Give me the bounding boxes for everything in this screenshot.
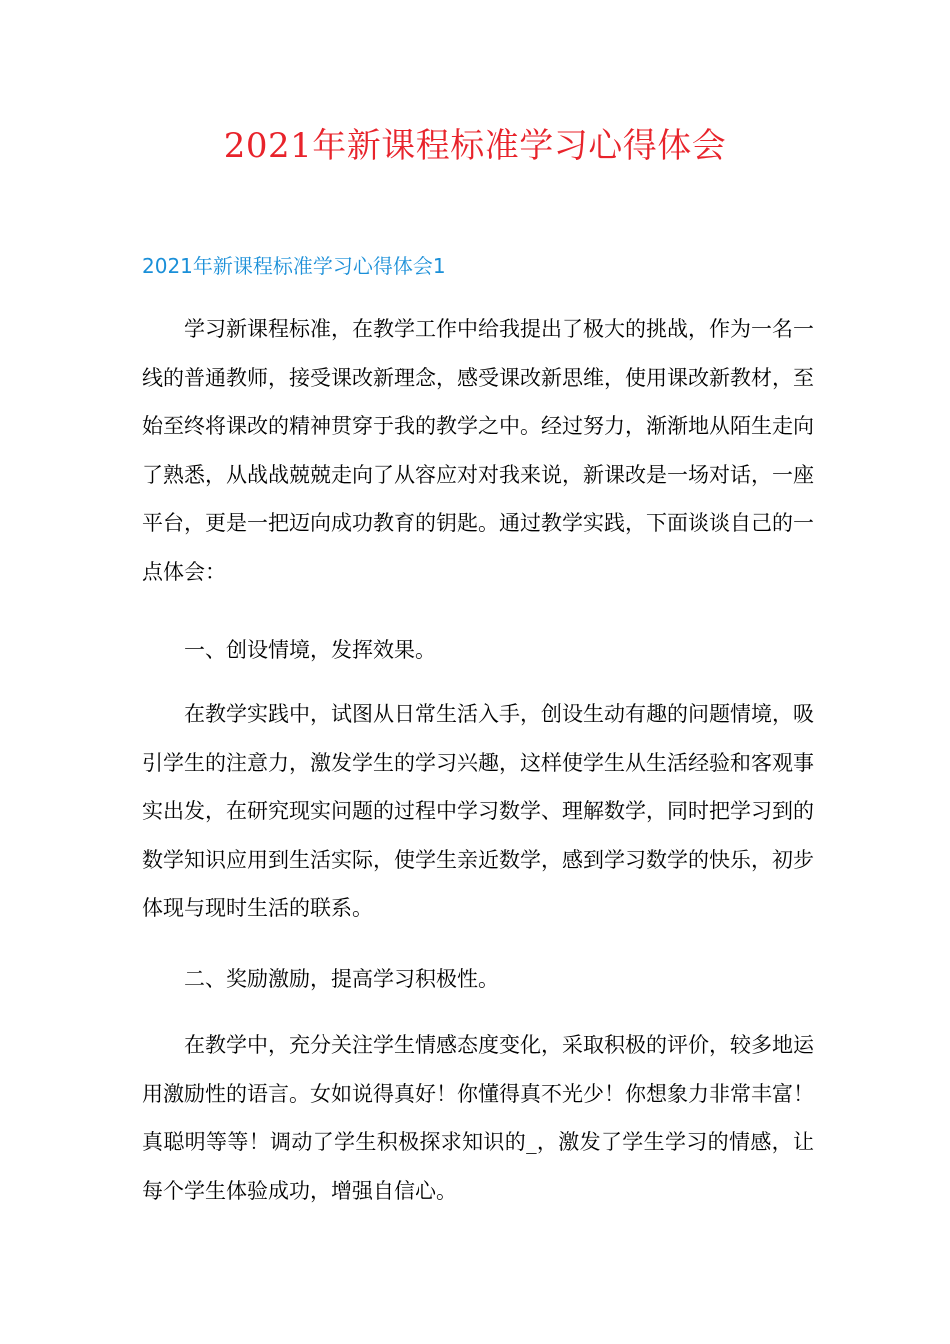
paragraph-intro: 学习新课程标准，在教学工作中给我提出了极大的挑战，作为一名一线的普通教师，接受课改新理念，感受课改新思维，使用课改新教材，至始至终将课改的精神贯穿于我的教学之中。经过努力，渐渐地从陌生走向了熟悉，从战战兢兢走向了从容应对对我来说，新课改是一场对话，一座平台，更是一把迈向成功教育的钥匙。通过教学实践，下面谈谈自己的一点体会： bbox=[142, 317, 814, 584]
paragraph-point-two-body: 在教学中，充分关注学生情感态度变化，采取积极的评价，较多地运用激励性的语言。女如说得真好！你懂得真不光少！你想象力非常丰富！真聪明等等！调动了学生积极探求知识的_，激发了学生学习的情感，让每个学生体验成功，增强自信心。 bbox=[142, 1033, 814, 1203]
document-title: 2021年新课程标准学习心得体会 bbox=[223, 126, 727, 166]
paragraph-point-one-heading: 一、创设情境，发挥效果。 bbox=[184, 638, 436, 662]
paragraph-point-one-body: 在教学实践中，试图从日常生活入手，创设生动有趣的问题情境，吸引学生的注意力，激发学生的学习兴趣，这样使学生从生活经验和客观事实出发，在研究现实问题的过程中学习数学、理解数学，同时把学习到的数学知识应用到生活实际，使学生亲近数学，感到学习数学的快乐，初步体现与现时生活的联系。 bbox=[142, 702, 814, 921]
section-heading: 2021年新课程标准学习心得体会1 bbox=[142, 254, 446, 278]
paragraph-point-two-heading: 二、奖励激励，提高学习积极性。 bbox=[184, 967, 499, 991]
